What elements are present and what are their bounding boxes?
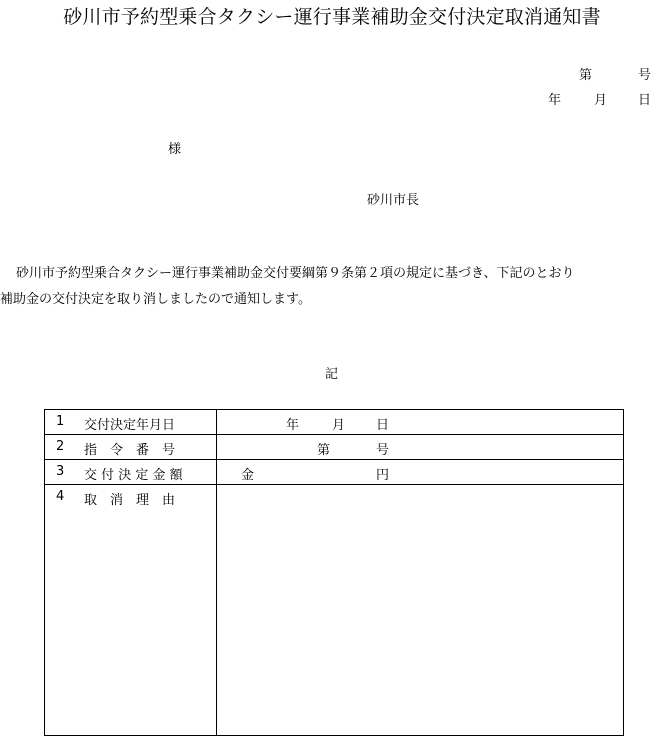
amount-prefix: 金 [241,468,255,483]
date-year-label: 年 [548,93,562,108]
table-row [45,485,624,736]
table-cell-value [217,435,624,460]
row-number: 3 [56,464,65,479]
table-cell-label [45,435,217,460]
date-month-label: 月 [594,93,608,108]
table-cell-label [45,485,217,736]
row-number: 1 [56,414,65,429]
row-number: 2 [56,439,65,454]
order-number-suffix: 号 [376,443,390,458]
body-text-line-2: 補助金の交付決定を取り消しましたので通知します。 [0,292,311,307]
date-day-label: 日 [638,93,652,108]
table-cell-label [45,460,217,485]
ki-heading: 記 [325,367,339,382]
table-row [45,435,624,460]
table-row [45,410,624,435]
sender-name: 砂川市長 [367,193,420,208]
details-table [44,409,624,736]
row-label: 取 消 理 由 [84,493,176,508]
body-text-line-1: 砂川市予約型乗合タクシー運行事業補助金交付要綱第９条第２項の規定に基づき、下記のとおり [16,266,575,281]
row-label: 交付決定年月日 [84,418,176,433]
year-label: 年 [286,418,300,433]
day-label: 日 [376,418,390,433]
table-cell-value [217,460,624,485]
row-number: 4 [56,489,65,504]
month-label: 月 [332,418,346,433]
cancellation-reason-cell [217,485,624,736]
document-title: 砂川市予約型乗合タクシー運行事業補助金交付決定取消通知書 [63,6,601,28]
table-cell-value [217,410,624,435]
amount-unit: 円 [376,468,390,483]
addressee-honorific: 様 [168,142,182,157]
table-cell-label [45,410,217,435]
row-label: 指 令 番 号 [84,443,176,458]
reference-number-suffix: 号 [638,68,652,83]
table-row [45,460,624,485]
order-number-prefix: 第 [317,443,331,458]
row-label: 交 付 決 定 金 額 [84,468,183,483]
reference-number-prefix: 第 [579,68,593,83]
